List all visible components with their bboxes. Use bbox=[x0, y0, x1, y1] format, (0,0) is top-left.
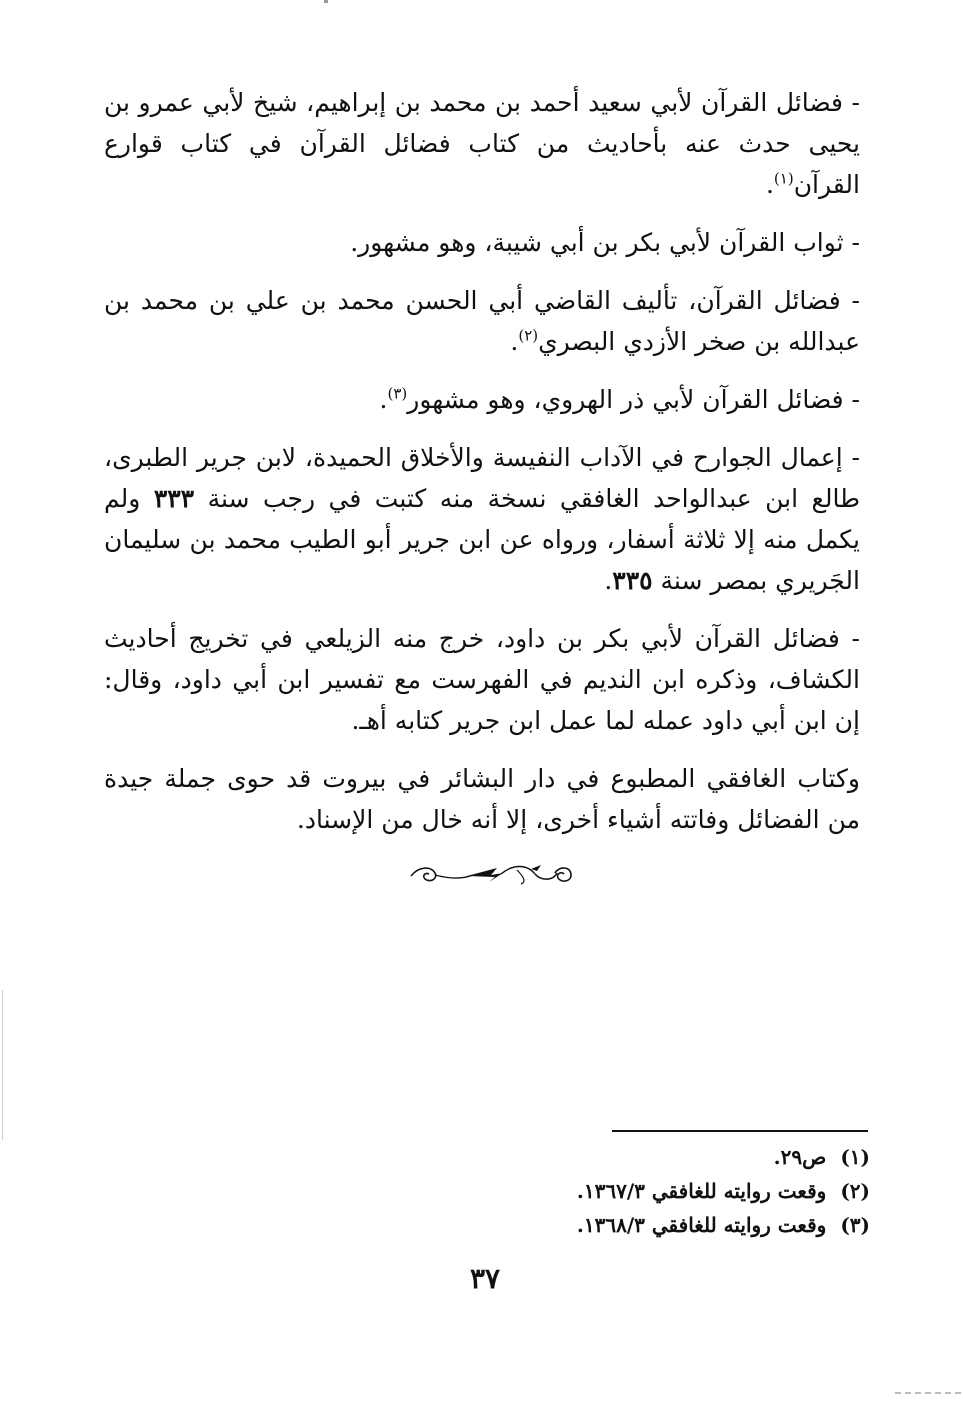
footnote-2-number: (٢) bbox=[840, 1179, 870, 1203]
paragraph-5-text-before: - إعمال الجوارح في الآداب النفيسة والأخلاق الحميدة، لابن جرير الطبرى، طالع ابن عبدالواحد الغافقي نسخة منه كتبت في رجب سنة bbox=[104, 443, 860, 513]
paragraph-3-tail: . bbox=[510, 327, 519, 356]
paragraph-4-tail: . bbox=[379, 385, 388, 414]
footnote-3-number: (٣) bbox=[840, 1213, 870, 1237]
page-number: ٣٧ bbox=[469, 1262, 501, 1295]
paragraph-1 bbox=[104, 82, 860, 205]
paragraph-7 bbox=[104, 758, 860, 840]
paragraph-4 bbox=[104, 379, 860, 420]
year-333: ٣٣٣ bbox=[153, 484, 195, 513]
paragraph-7-text: وكتاب الغافقي المطبوع في دار البشائر في بيروت قد حوى جملة جيدة من الفضائل وفاتته أشياء أخرى، إلا أنه خال من الإسناد. bbox=[104, 764, 860, 834]
paragraph-3-text: - فضائل القرآن، تأليف القاضي أبي الحسن محمد بن علي بن محمد بن عبدالله بن صخر الأزدي البصري bbox=[104, 286, 860, 356]
paragraph-4-text: - فضائل القرآن لأبي ذر الهروي، وهو مشهور bbox=[407, 385, 860, 414]
paragraph-5-text-after: . bbox=[604, 566, 613, 595]
footnote-ref-1: (١) bbox=[773, 169, 794, 188]
scan-dashed-mark bbox=[895, 1392, 961, 1394]
footnote-ref-3: (٣) bbox=[387, 384, 408, 403]
footnote-3-text: وقعت روايته للغافقي ١٣٦٨/٣. bbox=[576, 1213, 827, 1237]
floral-divider-ornament-icon bbox=[405, 858, 575, 890]
footnote-ref-2: (٢) bbox=[518, 326, 539, 345]
paragraph-3 bbox=[104, 280, 860, 362]
footnote-1-number: (١) bbox=[840, 1145, 870, 1169]
paragraph-6-text: - فضائل القرآن لأبي بكر بن داود، خرج منه الزيلعي في تخريج أحاديث الكشاف، وذكره ابن النديم في الفهرست مع تفسير ابن أبي داود، وقال: إن ابن أبي داود عمله لما عمل ابن جرير كتابه أهـ. bbox=[104, 624, 860, 735]
footnote-1 bbox=[440, 1140, 870, 1174]
paragraph-6 bbox=[104, 618, 860, 741]
footnote-separator bbox=[612, 1130, 868, 1132]
footnote-3 bbox=[440, 1208, 870, 1242]
footnote-1-text: ص٢٩. bbox=[773, 1145, 827, 1169]
scan-edge-line bbox=[2, 990, 3, 1140]
footnote-2-text: وقعت روايته للغافقي ١٣٦٧/٣. bbox=[576, 1179, 827, 1203]
paragraph-2 bbox=[104, 222, 860, 263]
footnotes bbox=[440, 1140, 870, 1242]
paragraph-5 bbox=[104, 437, 860, 601]
main-text bbox=[104, 82, 860, 857]
paragraph-5-text-middle: ولم يكمل منه إلا ثلاثة أسفار، ورواه عن ابن جرير أبو الطيب محمد بن سليمان الجَريري بمصر سنة bbox=[104, 484, 860, 595]
paragraph-2-text: - ثواب القرآن لأبي بكر بن أبي شيبة، وهو مشهور. bbox=[350, 228, 860, 257]
footnote-2 bbox=[440, 1174, 870, 1208]
scan-mark bbox=[324, 0, 328, 3]
paragraph-1-tail: . bbox=[765, 170, 774, 199]
paragraph-1-text: - فضائل القرآن لأبي سعيد أحمد بن محمد بن إبراهيم، شيخ لأبي عمرو بن يحيى حدث عنه بأحاديث من كتاب فضائل القرآن في كتاب قوارع القرآن bbox=[104, 88, 860, 199]
year-335: ٣٣٥ bbox=[612, 566, 653, 595]
